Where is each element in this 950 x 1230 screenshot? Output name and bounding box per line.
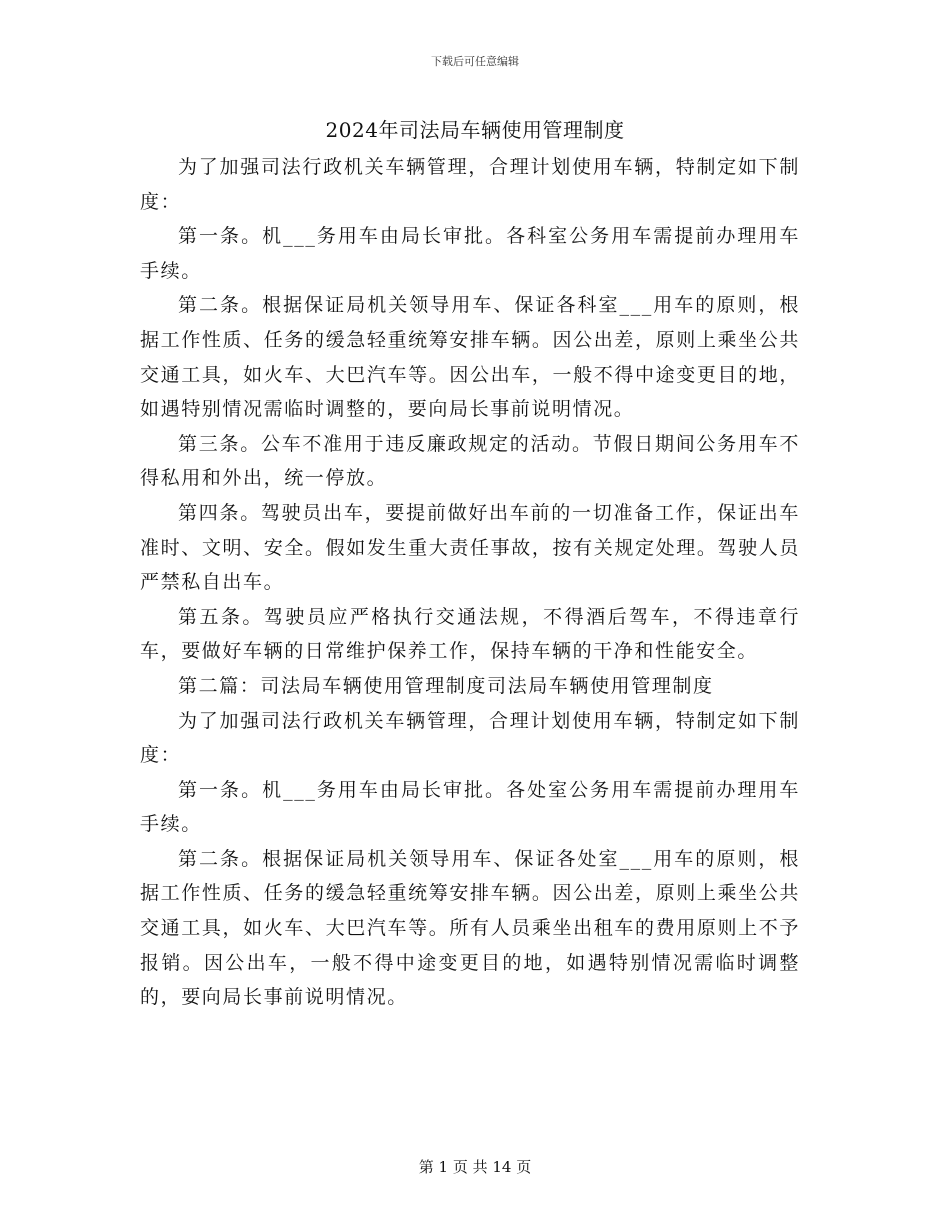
paragraph: 第二篇：司法局车辆使用管理制度司法局车辆使用管理制度 [178,674,714,697]
paragraph: 为了加强司法行政机关车辆管理，合理计划使用车辆，特制定如下制度： [140,709,800,767]
paragraph: 第五条。驾驶员应严格执行交通法规，不得酒后驾车，不得违章行车，要做好车辆的日常维护保养工作，保持车辆的干净和性能安全。 [140,605,800,663]
document-title: 2024年司法局车辆使用管理制度 [325,118,625,142]
paragraph: 第三条。公车不准用于违反廉政规定的活动。节假日期间公务用车不得私用和外出，统一停放。 [140,432,800,490]
header-note: 下载后可任意编辑 [431,55,519,68]
paragraph: 第四条。驾驶员出车，要提前做好出车前的一切准备工作，保证出车准时、文明、安全。假如发生重大责任事故，按有关规定处理。驾驶人员严禁私自出车。 [140,501,800,594]
paragraph: 第二条。根据保证局机关领导用车、保证各处室___用车的原则，根据工作性质、任务的缓急轻重统筹安排车辆。因公出差，原则上乘坐公共交通工具，如火车、大巴汽车等。所有人员乘坐出租车的费用原则上不予报销。因公出车，一般不得中途变更目的地，如遇特别情况需临时调整的，要向局长事前说明情况。 [140,847,800,1009]
paragraph: 为了加强司法行政机关车辆管理，合理计划使用车辆，特制定如下制度： [140,156,800,213]
paragraph: 第一条。机___务用车由局长审批。各科室公务用车需提前办理用车手续。 [140,225,800,282]
paragraph: 第一条。机___务用车由局长审批。各处室公务用车需提前办理用车手续。 [140,778,800,836]
page-footer: 第 1 页 共 14 页 [418,1158,532,1176]
paragraph: 第二条。根据保证局机关领导用车、保证各科室___用车的原则，根据工作性质、任务的缓急轻重统筹安排车辆。因公出差，原则上乘坐公共交通工具，如火车、大巴汽车等。因公出车，一般不得中途变更目的地，如遇特别情况需临时调整的，要向局长事前说明情况。 [140,294,800,421]
document-body [140,150,800,1015]
